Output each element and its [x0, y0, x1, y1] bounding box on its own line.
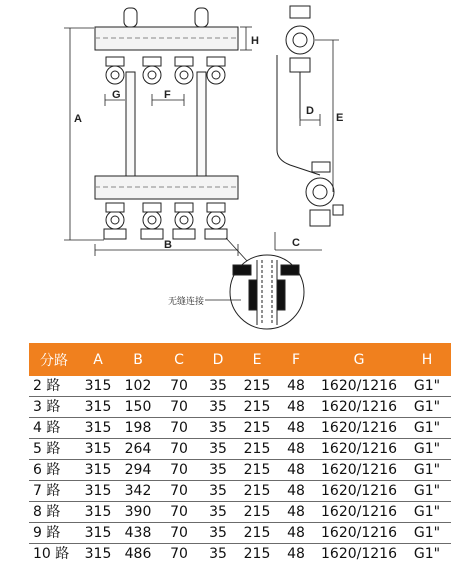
- table-cell: 1620/1216: [315, 439, 403, 460]
- table-cell: 390: [117, 502, 159, 523]
- table-cell: 215: [237, 418, 277, 439]
- table-row: [29, 481, 451, 502]
- table-cell: G1": [403, 376, 451, 397]
- table-cell: 48: [277, 376, 315, 397]
- table-cell: G1": [403, 397, 451, 418]
- table-cell: G1": [403, 460, 451, 481]
- table-cell: 35: [199, 544, 237, 564]
- table-cell: 342: [117, 481, 159, 502]
- table-row: [29, 460, 451, 481]
- table-cell: 70: [159, 502, 199, 523]
- table-cell-branches: 3 路: [29, 397, 79, 418]
- table-cell: G1": [403, 439, 451, 460]
- table-cell: 35: [199, 376, 237, 397]
- table-cell: 1620/1216: [315, 397, 403, 418]
- table-cell: 35: [199, 439, 237, 460]
- table-cell: 70: [159, 460, 199, 481]
- table-cell: 215: [237, 460, 277, 481]
- table-cell-branches: 4 路: [29, 418, 79, 439]
- table-cell: 150: [117, 397, 159, 418]
- table-cell: G1": [403, 481, 451, 502]
- table-cell: G1": [403, 544, 451, 564]
- table-cell-branches: 7 路: [29, 481, 79, 502]
- table-cell: 264: [117, 439, 159, 460]
- table-cell: 215: [237, 439, 277, 460]
- table-cell: 294: [117, 460, 159, 481]
- table-cell: 48: [277, 544, 315, 564]
- table-cell: 215: [237, 376, 277, 397]
- dim-label-e: E: [336, 112, 343, 124]
- table-cell: 215: [237, 544, 277, 564]
- table-row: [29, 523, 451, 544]
- table-cell: 102: [117, 376, 159, 397]
- table-cell: 215: [237, 502, 277, 523]
- header-a: A: [79, 343, 117, 376]
- table-cell: 70: [159, 523, 199, 544]
- table-cell: 315: [79, 376, 117, 397]
- dim-label-c: C: [292, 237, 300, 249]
- seamless-connection-detail: [205, 255, 304, 329]
- table-cell-branches: 9 路: [29, 523, 79, 544]
- table-cell: 48: [277, 523, 315, 544]
- table-body: [29, 376, 451, 564]
- table-row: [29, 544, 451, 564]
- table-cell: 70: [159, 544, 199, 564]
- table-cell: 315: [79, 481, 117, 502]
- table-cell: G1": [403, 502, 451, 523]
- table-cell: 1620/1216: [315, 502, 403, 523]
- table-cell: 1620/1216: [315, 523, 403, 544]
- table-row: [29, 397, 451, 418]
- table-cell: 70: [159, 418, 199, 439]
- table-cell: G1": [403, 523, 451, 544]
- table-cell: 315: [79, 502, 117, 523]
- table-cell-branches: 6 路: [29, 460, 79, 481]
- table-cell-branches: 8 路: [29, 502, 79, 523]
- header-c: C: [159, 343, 199, 376]
- header-g: G: [315, 343, 403, 376]
- table-cell: 48: [277, 418, 315, 439]
- table-cell: 1620/1216: [315, 460, 403, 481]
- table-cell: 48: [277, 502, 315, 523]
- table-cell: 70: [159, 376, 199, 397]
- table-cell: 315: [79, 439, 117, 460]
- table-cell: 315: [79, 544, 117, 564]
- spec-table: [29, 343, 451, 564]
- table-cell: 215: [237, 397, 277, 418]
- table-cell: 48: [277, 481, 315, 502]
- table-cell: 70: [159, 397, 199, 418]
- table-cell-branches: 5 路: [29, 439, 79, 460]
- table-row: [29, 376, 451, 397]
- support-rod-right: [197, 72, 206, 176]
- top-valves: [106, 57, 225, 84]
- table-cell: 48: [277, 397, 315, 418]
- dim-label-a: A: [74, 113, 82, 125]
- table-cell: 1620/1216: [315, 376, 403, 397]
- table-cell: 315: [79, 523, 117, 544]
- table-cell: 1620/1216: [315, 481, 403, 502]
- table-cell: 315: [79, 460, 117, 481]
- header-e: E: [237, 343, 277, 376]
- table-cell: 215: [237, 481, 277, 502]
- callout-label: 无缝连接: [168, 295, 204, 307]
- header-branches: 分路: [29, 343, 79, 376]
- table-cell: 35: [199, 502, 237, 523]
- dim-label-b: B: [164, 239, 172, 251]
- header-d: D: [199, 343, 237, 376]
- table-cell: 35: [199, 418, 237, 439]
- dim-label-g: G: [112, 89, 121, 101]
- dim-label-d: D: [306, 105, 314, 117]
- table-cell: 438: [117, 523, 159, 544]
- dim-label-h: H: [251, 35, 259, 47]
- bottom-valves: [104, 203, 227, 239]
- table-cell: 215: [237, 523, 277, 544]
- table-cell: 35: [199, 397, 237, 418]
- table-cell-branches: 10 路: [29, 544, 79, 564]
- table-cell: 198: [117, 418, 159, 439]
- table-cell: 70: [159, 481, 199, 502]
- table-cell: 70: [159, 439, 199, 460]
- table-cell: 315: [79, 418, 117, 439]
- dim-label-f: F: [164, 89, 171, 101]
- header-b: B: [117, 343, 159, 376]
- header-f: F: [277, 343, 315, 376]
- table-cell: 48: [277, 460, 315, 481]
- table-cell-branches: 2 路: [29, 376, 79, 397]
- table-header-row: [29, 343, 451, 376]
- table-cell: 35: [199, 481, 237, 502]
- table-row: [29, 418, 451, 439]
- table-cell: 486: [117, 544, 159, 564]
- table-cell: 1620/1216: [315, 418, 403, 439]
- table-row: [29, 502, 451, 523]
- table-cell: 35: [199, 523, 237, 544]
- table-cell: 48: [277, 439, 315, 460]
- support-rod-left: [126, 72, 135, 176]
- header-h: H: [403, 343, 451, 376]
- table-cell: 35: [199, 460, 237, 481]
- table-cell: G1": [403, 418, 451, 439]
- table-cell: 315: [79, 397, 117, 418]
- table-row: [29, 439, 451, 460]
- table-cell: 1620/1216: [315, 544, 403, 564]
